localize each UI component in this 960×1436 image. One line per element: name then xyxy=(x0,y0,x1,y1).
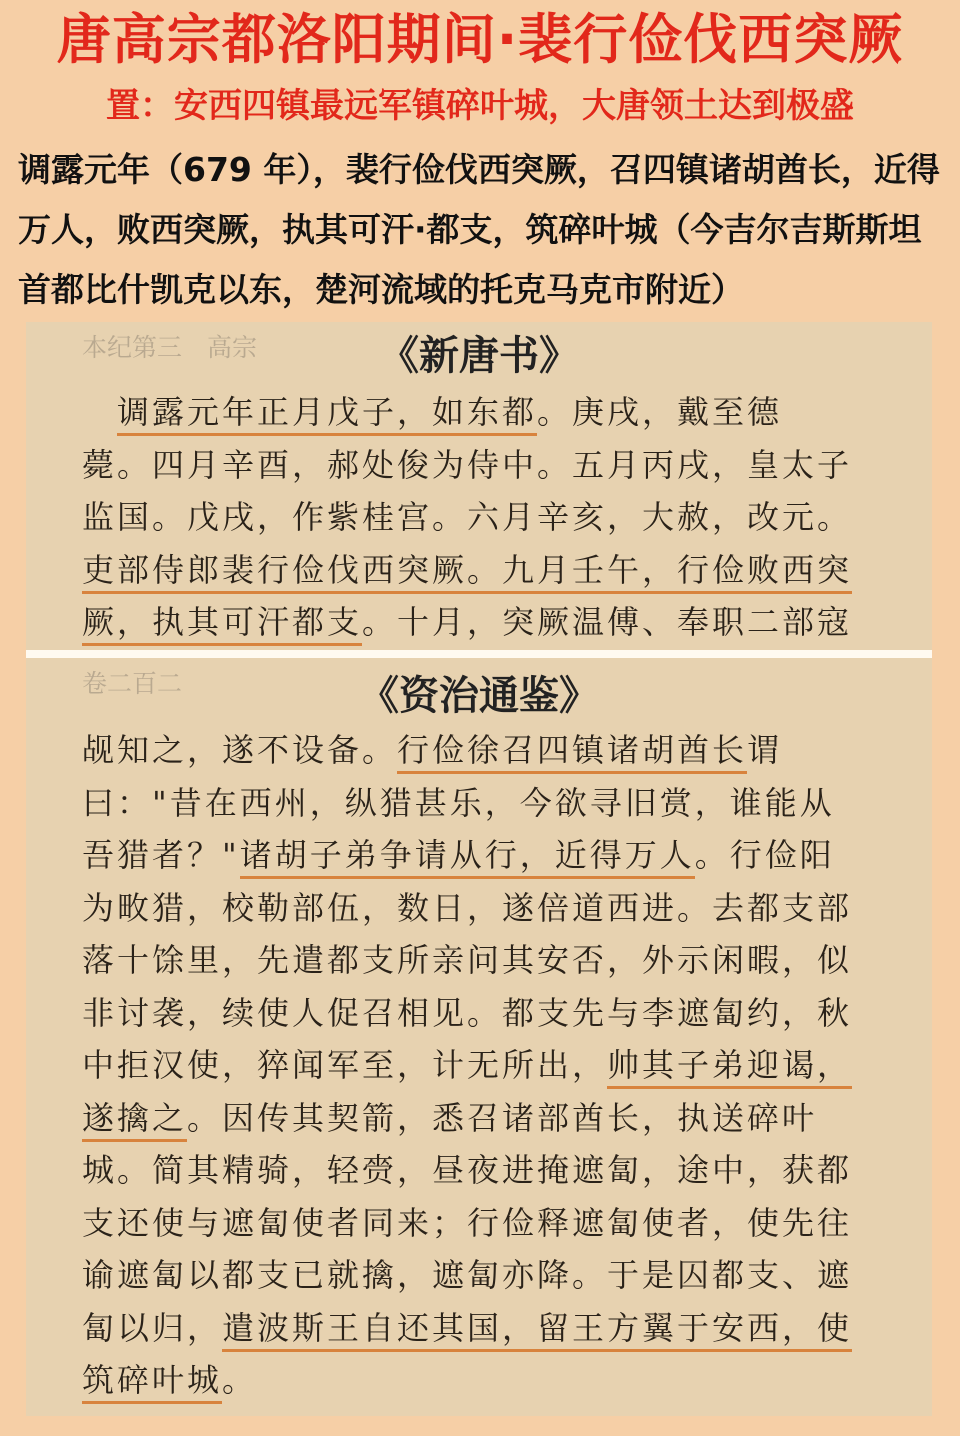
intro-line: 万人，败西突厥，执其可汗·都支，筑碎叶城（今吉尔吉斯斯坦 xyxy=(18,210,922,249)
text-segment: 中拒汉使，猝闻军至，计无所出， xyxy=(82,1046,608,1084)
xintangshu-excerpt xyxy=(26,322,932,650)
text-segment: 薨。四月辛酉，郝处俊为侍中。五月丙戌，皇太子 xyxy=(82,445,853,484)
chapter-reference: 本纪第三 高宗 xyxy=(82,333,258,362)
text-line xyxy=(82,1354,882,1407)
text-line xyxy=(82,544,882,597)
text-line xyxy=(82,1197,882,1250)
excerpt-text xyxy=(82,386,882,649)
underlined-text: 吏部侍郎裴行俭伐西突厥。九月壬午，行俭败西突 xyxy=(82,551,852,594)
underlined-text: 遂擒之 xyxy=(82,1099,187,1142)
underlined-text: 帅其子弟迎谒， xyxy=(607,1046,852,1089)
underlined-text: 厥，执其可汗都支 xyxy=(82,603,362,646)
text-line xyxy=(82,1302,882,1355)
intro-line: 首都比什凯克以东，楚河流域的托克马克市附近） xyxy=(18,270,744,309)
text-line xyxy=(82,439,882,492)
book-title: 《新唐书》 xyxy=(379,332,579,379)
text-line xyxy=(82,1039,882,1092)
text-segment: 匐以归， xyxy=(82,1308,223,1347)
divider xyxy=(26,650,932,658)
text-segment: 。因传其契箭，悉召诸部酋长，执送碎叶 xyxy=(187,1098,818,1137)
underlined-text: 遣波斯王自还其国，留王方翼于安西，使 xyxy=(222,1309,852,1352)
text-line xyxy=(82,386,882,439)
intro-line: 调露元年（679 年），裴行俭伐西突厥，召四镇诸胡酋长，近得 xyxy=(18,150,940,189)
book-title: 《资治通鉴》 xyxy=(359,672,599,719)
text-line xyxy=(82,777,882,830)
page-subtitle: 置：安西四镇最远军镇碎叶城，大唐领土达到极盛 xyxy=(106,86,854,126)
text-segment: 。 xyxy=(222,1361,258,1399)
text-line xyxy=(82,1249,882,1302)
page-title: 唐高宗都洛阳期间·裴行俭伐西突厥 xyxy=(56,8,904,71)
text-segment: 为畋猎，校勒部伍，数日，遂倍道西进。去都支部 xyxy=(82,888,853,927)
text-segment: 吾猎者？" xyxy=(82,836,240,874)
text-line xyxy=(82,1144,882,1197)
text-segment: 。庚戌，戴至德 xyxy=(537,393,783,431)
text-segment: 。十月，突厥温傅、奉职二部寇 xyxy=(362,603,853,641)
underlined-text: 调露元年正月戊子，如东都 xyxy=(117,393,537,436)
underlined-text: 筑碎叶城 xyxy=(82,1361,222,1404)
text-segment: 谕遮匐以都支已就擒，遮匐亦降。于是囚都支、遮 xyxy=(82,1256,853,1294)
intro-paragraph xyxy=(18,140,948,320)
text-segment: 。行俭阳 xyxy=(694,836,835,874)
text-segment: 非讨袭，续使人促召相见。都支先与李遮匐约，秋 xyxy=(82,993,853,1032)
chapter-reference: 卷二百二 xyxy=(82,669,183,698)
underlined-text: 行俭徐召四镇诸胡酋长 xyxy=(397,731,747,774)
text-line xyxy=(82,829,882,882)
text-line xyxy=(82,934,882,987)
text-line xyxy=(82,596,882,649)
text-line xyxy=(82,1092,882,1145)
text-segment xyxy=(82,393,117,431)
text-line xyxy=(82,724,882,777)
text-segment: 谓 xyxy=(747,731,783,769)
text-line xyxy=(82,882,882,935)
text-segment: 觇知之，遂不设备。 xyxy=(82,731,398,769)
text-segment: 城。简其精骑，轻赍，昼夜进掩遮匐，途中，获都 xyxy=(82,1151,853,1189)
text-segment: 支还使与遮匐使者同来；行俭释遮匐使者，使先往 xyxy=(82,1203,853,1242)
underlined-text: 诸胡子弟争请从行，近得万人 xyxy=(240,836,695,879)
text-segment: 监国。戊戌，作紫桂宫。六月辛亥，大赦，改元。 xyxy=(82,498,853,536)
text-segment: 落十馀里，先遣都支所亲问其安否，外示闲暇，似 xyxy=(82,941,853,979)
text-segment: 曰："昔在西州，纵猎甚乐，今欲寻旧赏，谁能从 xyxy=(82,783,835,822)
text-line xyxy=(82,491,882,544)
text-line xyxy=(82,987,882,1040)
zizhitongjian-excerpt xyxy=(26,658,932,1416)
excerpt-text xyxy=(82,724,882,1407)
